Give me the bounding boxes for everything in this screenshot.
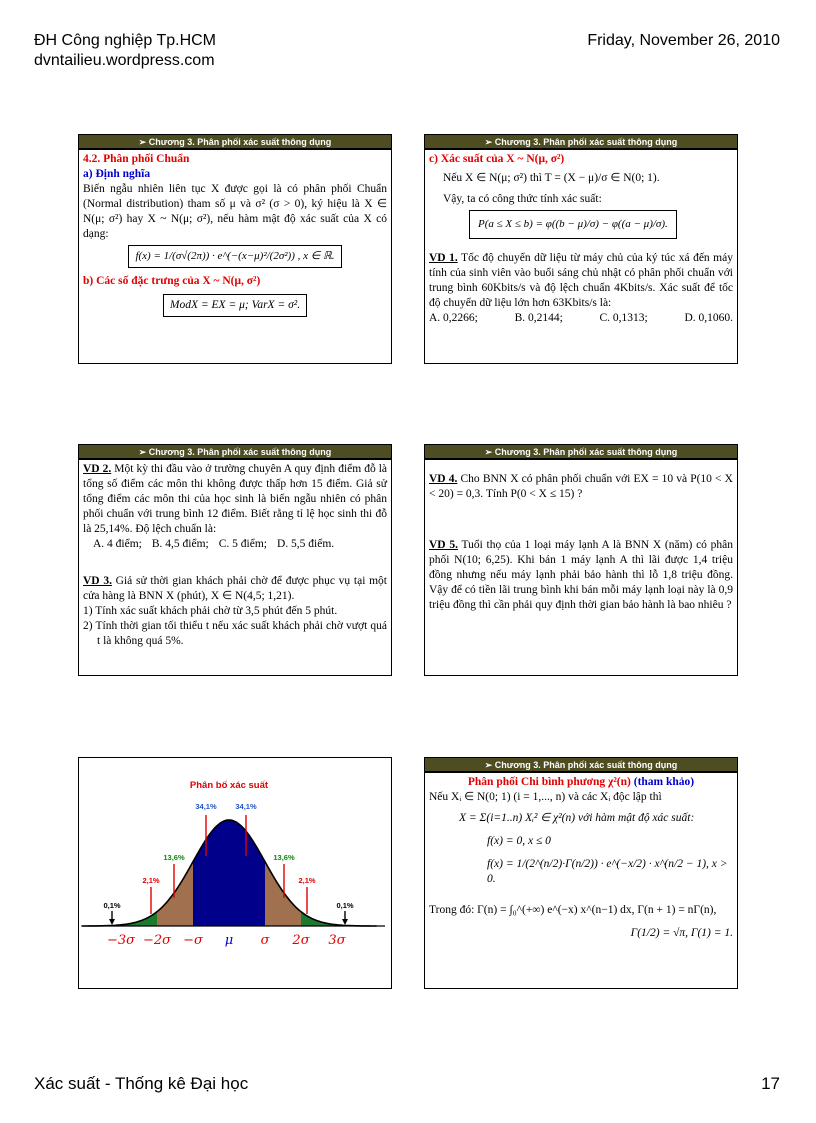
slide-normal-probability — [424, 134, 738, 364]
chapter-bar: ➢ Chương 3. Phân phối xác suất thông dụng — [425, 135, 737, 150]
section-heading: b) Các số đặc trưng của X ~ N(μ, σ²) — [83, 275, 261, 287]
pdf-formula: f(x) = 1/(σ√(2π)) · e^(−(x−μ)²/(2σ²)) , x ∈ ℝ. — [128, 245, 341, 268]
example-text: Một kỳ thi đầu vào ở trường chuyên A quy định điểm đỗ là tổng số điểm các môn thi không được thấp hơn 15 điểm. Giả sử tổng điểm các môn thi của học sinh là biến ngẫu nhiên có phân phối chuẩn với trung bình 12 điểm. Biết rằng tỉ lệ học sinh thi đỗ là 25,14%. Độ lệch chuẩn là: — [83, 463, 387, 535]
section-heading: a) Định nghĩa — [83, 168, 151, 180]
axis-tick-label: −2σ — [142, 933, 172, 948]
question-1: 1) Tính xác suất khách phải chờ từ 3,5 phút đến 5 phút. — [83, 605, 338, 617]
header-school: ĐH Công nghiệp Tp.HCM — [34, 32, 217, 49]
chapter-bar: ➢ Chương 3. Phân phối xác suất thông dụng — [425, 758, 737, 773]
axis-tick-label: μ — [224, 933, 234, 948]
chapter-bar: ➢ Chương 3. Phân phối xác suất thông dụng — [425, 445, 737, 460]
chapter-bar: ➢ Chương 3. Phân phối xác suất thông dụng — [79, 135, 391, 150]
slide-title: Phân phối Chi bình phương χ²(n) — [467, 776, 631, 788]
pct-tail-left: 0,1% — [103, 901, 121, 910]
answer-option: B. 4,5 điểm; — [151, 538, 209, 550]
slide-title: 4.2. Phân phối Chuẩn — [83, 153, 190, 165]
slide-examples-4-5 — [424, 444, 738, 676]
answer-option: C. 0,1313; — [599, 312, 648, 324]
answer-option: A. 4 điểm; — [93, 538, 142, 550]
example-label: VD 2. — [83, 463, 112, 475]
pct-mid-right: 13,6% — [273, 853, 295, 862]
answer-options — [429, 311, 733, 326]
header-date: Friday, November 26, 2010 — [587, 32, 780, 49]
axis-tick-label: −3σ — [106, 933, 136, 948]
slide-examples-2-3 — [78, 444, 392, 676]
slide-bell-curve — [78, 757, 392, 989]
pct-outer-right: 2,1% — [298, 876, 316, 885]
header-site: dvntailieu.wordpress.com — [34, 52, 215, 69]
pct-outer-left: 2,1% — [142, 876, 160, 885]
pdf-case-2: f(x) = 1/(2^(n/2)·Γ(n/2)) · e^(−x/2) · x^(n/2 − 1), x > 0. — [487, 858, 728, 885]
characteristics-formula: ModX = EX = μ; VarX = σ². — [163, 294, 307, 317]
footer-course: Xác suất - Thống kê Đại học — [34, 1074, 249, 1093]
example-label: VD 4. — [429, 473, 458, 485]
axis-tick-label: 3σ — [328, 933, 346, 948]
pct-tail-right: 0,1% — [336, 901, 354, 910]
chi-square-condition: Nếu Xᵢ ∈ N(0; 1) (i = 1,..., n) và các Xᵢ độc lập thì — [429, 791, 662, 803]
formula-intro: Vậy, ta có công thức tính xác suất: — [443, 193, 602, 205]
question-2: 2) Tính thời gian tối thiểu t nếu xác suất khách phải chờ vượt quá t là không quá 5%. — [83, 620, 387, 647]
section-heading: c) Xác suất của X ~ N(μ, σ²) — [429, 153, 565, 165]
example-label: VD 3. — [83, 575, 112, 587]
slide-chi-square — [424, 757, 738, 989]
pdf-case-1: f(x) = 0, x ≤ 0 — [487, 835, 551, 847]
example-text: Tuổi thọ của 1 loại máy lạnh A là BNN X (năm) có phân phối N(10; 6,25). Khi bán 1 máy lạnh A thì lãi được 1,4 triệu đồng nhưng nếu máy lạnh phải bảo hành thì lỗ 1,8 triệu đồng. Vậy để có tiền lãi trung bình khi bán mỗi máy lạnh loại này là 0,9 triệu đồng thì cần phải quy định thời gian bảo hành là bao nhiêu ? — [429, 539, 733, 611]
pct-center-right: 34,1% — [235, 802, 257, 811]
slide-title-note: (tham khảo) — [633, 776, 695, 788]
axis-tick-label: 2σ — [292, 933, 310, 948]
example-text: Cho BNN X có phân phối chuẩn với EX = 10 và P(10 < X < 20) = 0,3. Tính P(0 < X ≤ 15) ? — [429, 473, 733, 500]
example-text: Giả sử thời gian khách phải chờ để được phục vụ tại một cửa hàng là BNN X (phút), X ∈ N(4,5; 1,21). — [83, 575, 387, 602]
example-text: Tốc độ chuyển dữ liệu từ máy chủ của ký túc xá đến máy tính của sinh viên vào buổi sáng chủ nhật có phân phối chuẩn với trung bình 60Kbits/s và độ lệch chuẩn 4Kbits/s. Xác suất để tốc độ chuyển dữ liệu lớn hơn 63Kbits/s là: — [429, 252, 733, 309]
chi-square-definition: X = Σ(i=1..n) Xᵢ² ∈ χ²(n) với hàm mật độ xác suất: — [459, 812, 695, 824]
gamma-values: Γ(1/2) = √π, Γ(1) = 1. — [630, 927, 733, 939]
answer-option: C. 5 điểm; — [218, 538, 267, 550]
slide-normal-distribution — [78, 134, 392, 364]
example-label: VD 5. — [429, 539, 458, 551]
answer-option: A. 0,2266; — [429, 312, 478, 324]
answer-option: D. 5,5 điểm. — [277, 538, 335, 550]
axis-tick-label: −σ — [183, 933, 203, 948]
chapter-bar: ➢ Chương 3. Phân phối xác suất thông dụng — [79, 445, 391, 460]
answer-options — [83, 537, 387, 552]
gamma-definition: Trong đó: Γ(n) = ∫₀^(+∞) e^(−x) x^(n−1) dx, Γ(n + 1) = nΓ(n), — [429, 904, 717, 916]
pct-center-left: 34,1% — [195, 802, 217, 811]
probability-formula: P(a ≤ X ≤ b) = φ((b − μ)/σ) − φ((a − μ)/σ). — [469, 210, 677, 239]
chart-title: Phân bố xác suất — [189, 780, 269, 791]
example-label: VD 1. — [429, 252, 458, 264]
pct-mid-left: 13,6% — [163, 853, 185, 862]
definition-text: Biến ngẫu nhiên liên tục X được gọi là có phân phối Chuẩn (Normal distribution) tham số μ và σ² (σ > 0), ký hiệu là X ∈ N(μ; σ²) hay X ~ N(μ; σ²), nếu hàm mật độ xác suất của X có dạng: — [83, 183, 387, 240]
answer-option: D. 0,1060. — [684, 312, 733, 324]
page-number: 17 — [761, 1074, 780, 1093]
standardization-text: Nếu X ∈ N(μ; σ²) thì T = (X − μ)/σ ∈ N(0; 1). — [443, 172, 660, 184]
bell-curve-figure — [79, 758, 390, 987]
answer-option: B. 0,2144; — [514, 312, 563, 324]
axis-tick-label: σ — [260, 933, 270, 948]
